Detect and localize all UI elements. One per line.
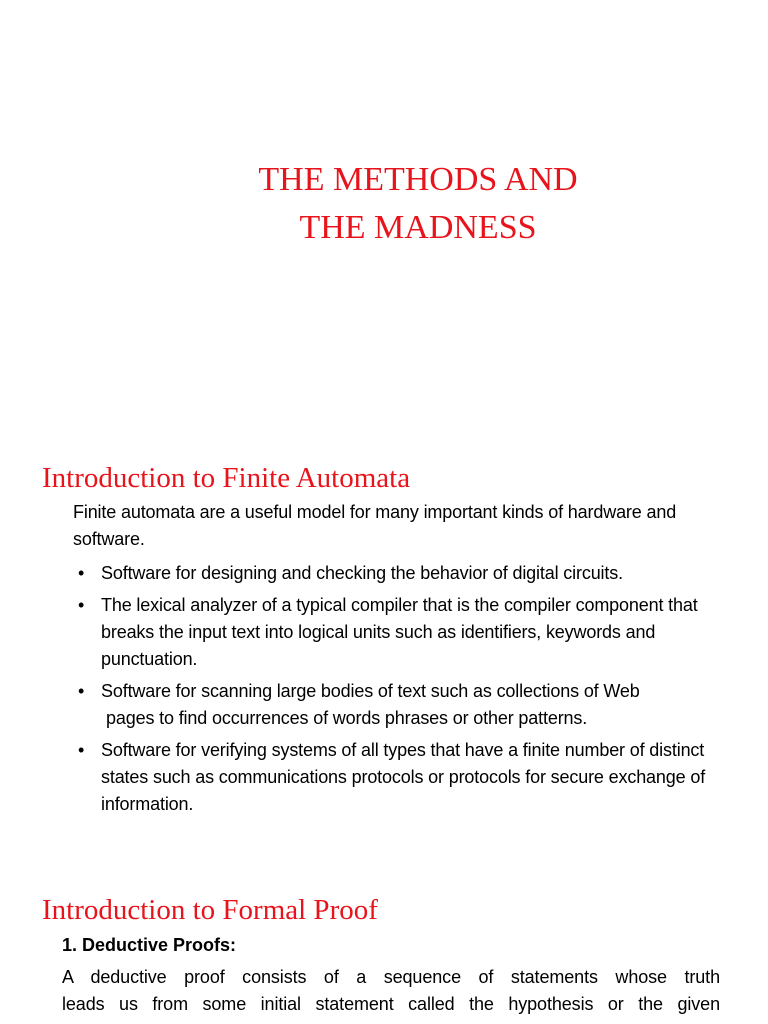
- list-item-text: Software for designing and checking the behavior of digital circuits.: [101, 563, 623, 583]
- bullet-icon: •: [78, 740, 85, 760]
- document-title: [0, 156, 768, 252]
- bullet-icon: •: [78, 595, 85, 615]
- list-item: [0, 592, 768, 673]
- list-item: [0, 737, 768, 818]
- section-heading-formal-proof: Introduction to Formal Proof: [42, 894, 378, 926]
- deductive-proof-paragraph: [62, 964, 720, 1018]
- finite-automata-bullet-list: [0, 560, 768, 823]
- section-heading-finite-automata: Introduction to Finite Automata: [42, 462, 411, 494]
- document-title-line-1: THE METHODS AND: [258, 161, 578, 198]
- paragraph-line-1: A deductive proof consists of a sequence of statements whose truth: [62, 967, 720, 987]
- list-item: [0, 678, 768, 732]
- subheading-deductive-proofs: 1. Deductive Proofs:: [62, 935, 237, 955]
- list-item-text: Software for verifying systems of all types that have a finite number of distinct states such as communications protocols or protocols for secure exchange of information.: [101, 740, 706, 814]
- paragraph-line-2: leads us from some initial statement called the hypothesis or the given: [62, 994, 720, 1014]
- list-item-text: Software for scanning large bodies of text such as collections of Web: [101, 681, 640, 701]
- list-item: [0, 560, 768, 587]
- finite-automata-intro: Finite automata are a useful model for many important kinds of hardware and software.: [73, 502, 677, 549]
- bullet-icon: •: [78, 563, 85, 583]
- bullet-icon: •: [78, 681, 85, 701]
- document-title-line-2: THE MADNESS: [299, 209, 537, 246]
- list-item-text: The lexical analyzer of a typical compiler that is the compiler component that breaks the input text into logical units such as identifiers, keywords and punctuation.: [101, 595, 698, 669]
- list-item-text-continued: pages to find occurrences of words phrases or other patterns.: [106, 708, 588, 728]
